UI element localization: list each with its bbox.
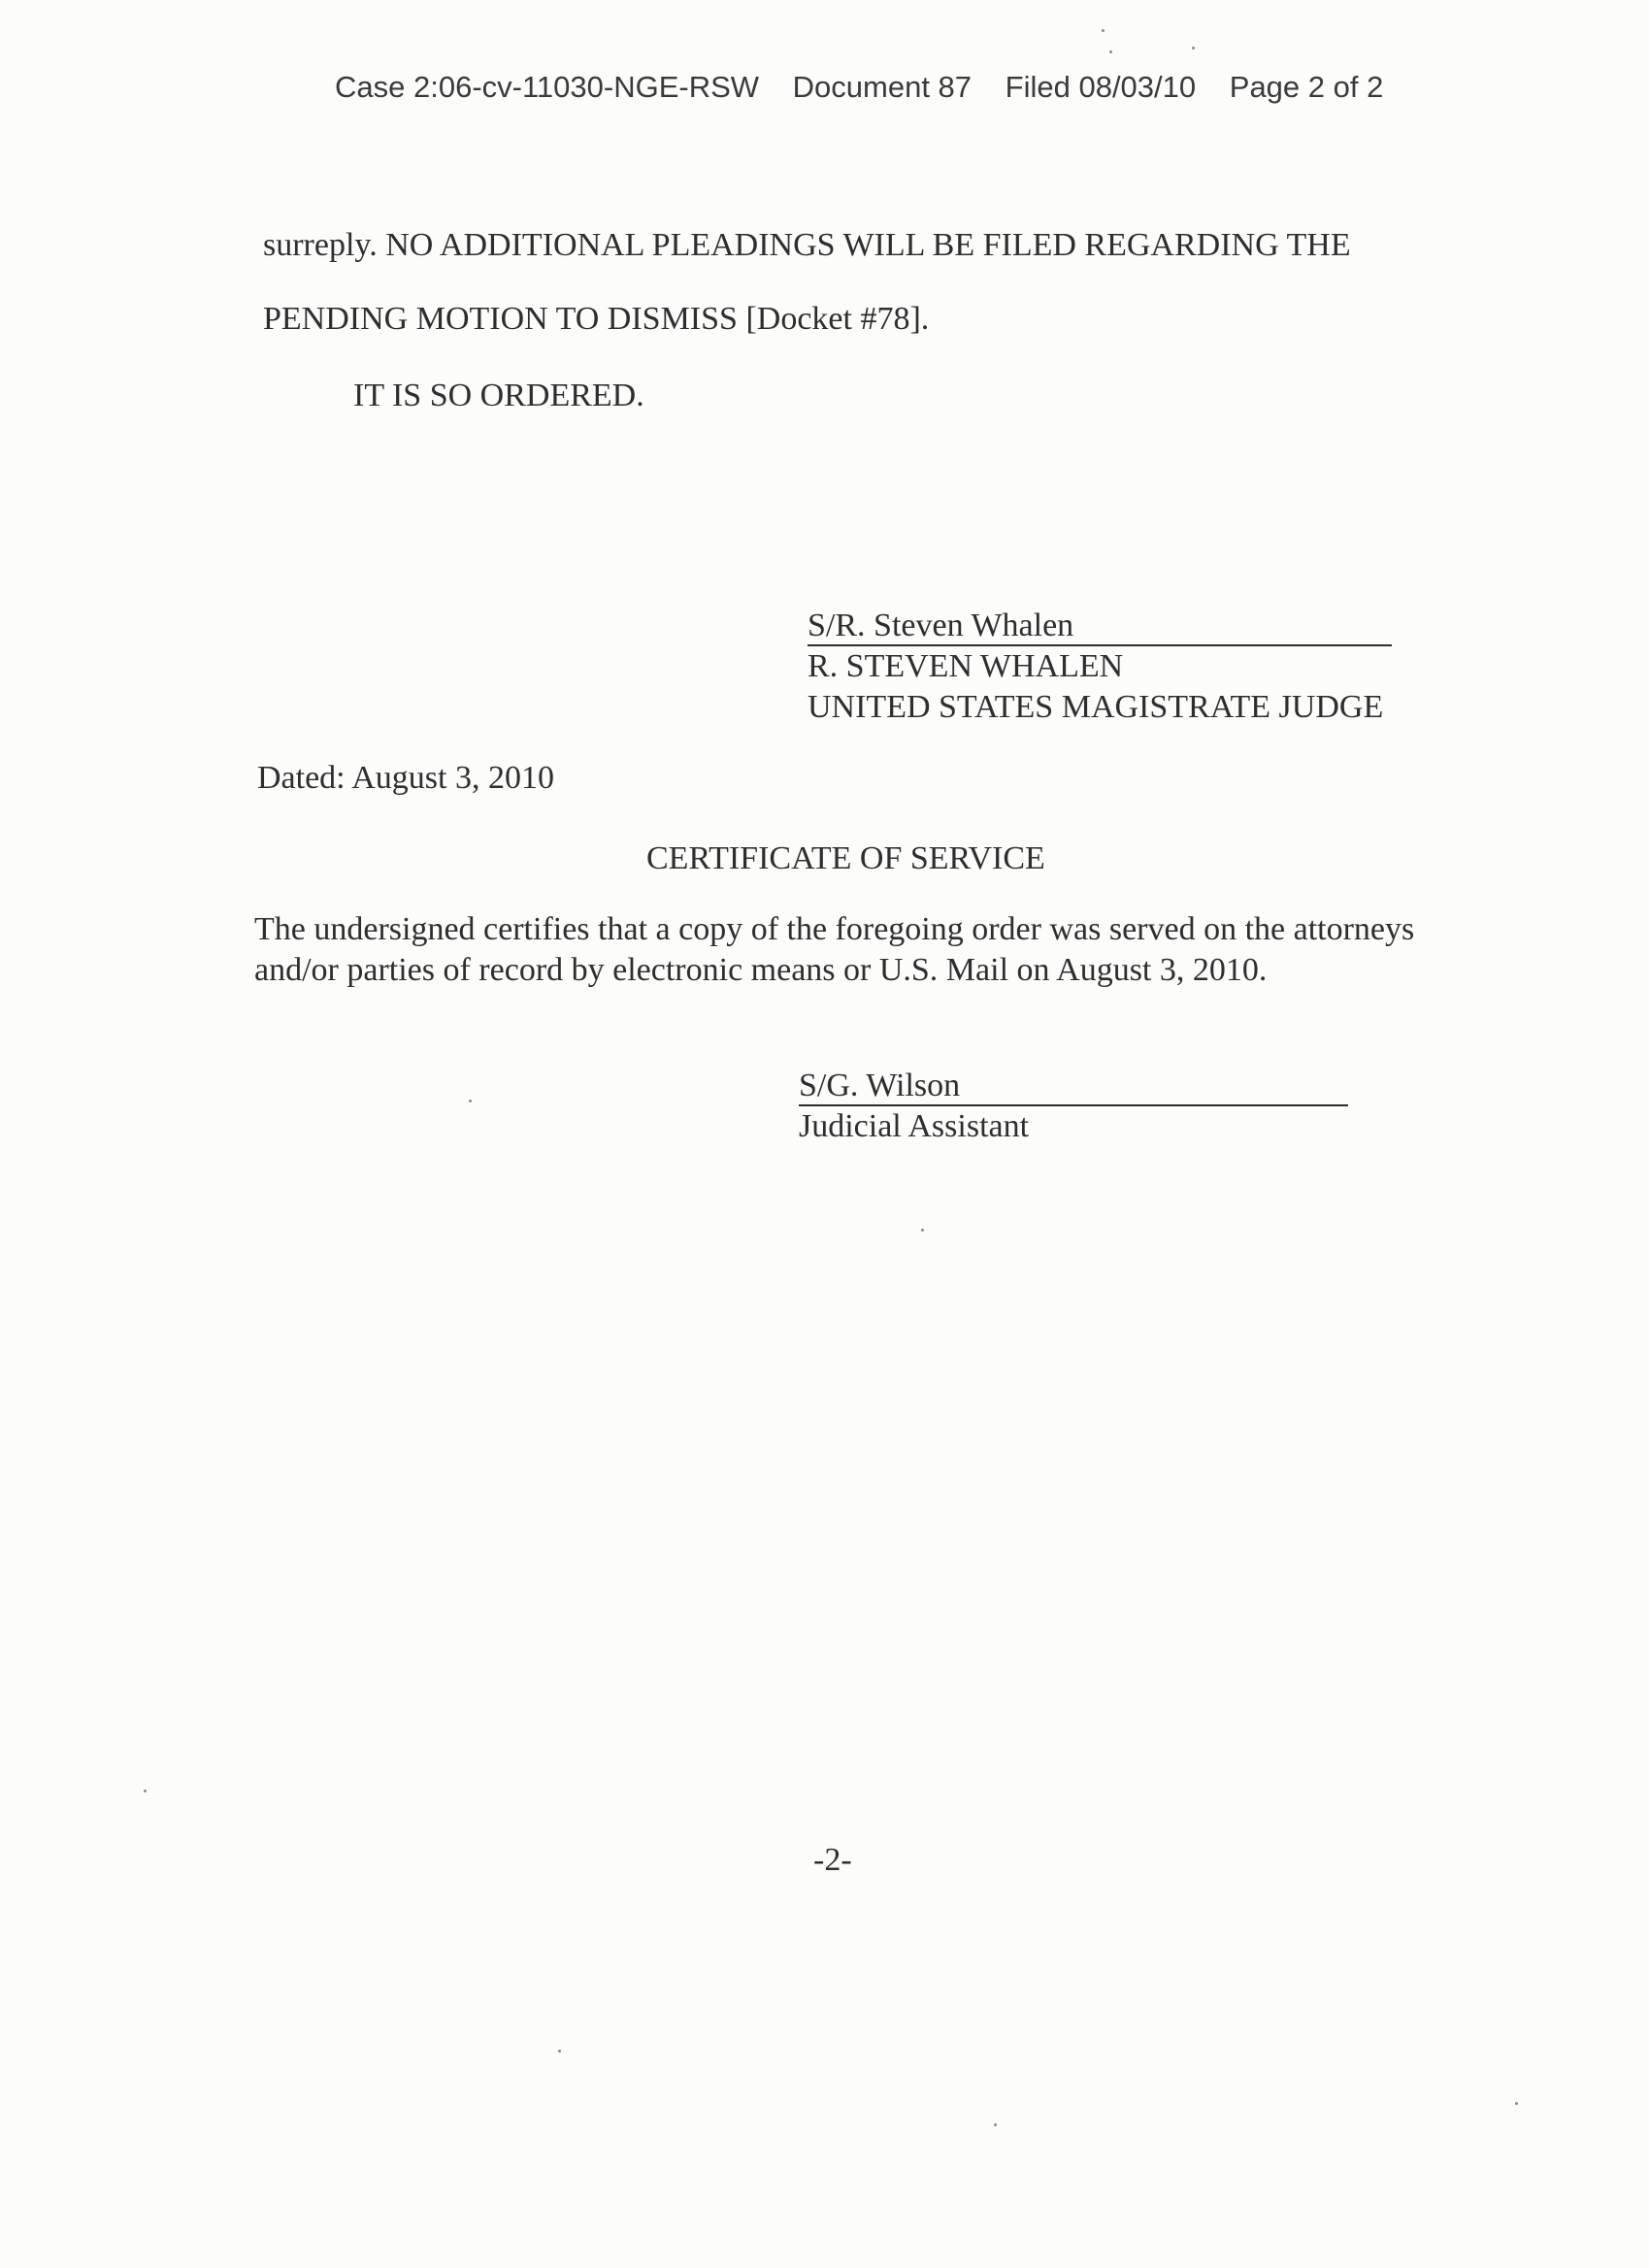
- scan-speck: [1515, 2102, 1518, 2105]
- assistant-signature: S/G. Wilson: [799, 1068, 1348, 1106]
- case-number: Case 2:06-cv-11030-NGE-RSW: [335, 70, 760, 104]
- dated-line: Dated: August 3, 2010: [257, 760, 554, 796]
- scan-speck: [144, 1790, 147, 1792]
- certificate-body: [254, 909, 1419, 991]
- certificate-line-1: The undersigned certifies that a copy of the foregoing order was served on the attorneys: [254, 911, 1415, 947]
- judge-name: R. STEVEN WHALEN: [808, 648, 1124, 684]
- scan-speck: [1102, 29, 1105, 32]
- scan-speck: [558, 2050, 561, 2053]
- page-indicator: Page 2 of 2: [1229, 70, 1384, 104]
- body-line-1: surreply. NO ADDITIONAL PLEADINGS WILL BE FILED REGARDING THE: [263, 227, 1351, 263]
- scan-speck: [921, 1229, 924, 1232]
- page-number: -2-: [813, 1842, 852, 1878]
- order-statement: IT IS SO ORDERED.: [353, 378, 644, 413]
- scan-speck: [1192, 47, 1195, 49]
- judge-title: UNITED STATES MAGISTRATE JUDGE: [808, 689, 1384, 725]
- body-line-2: PENDING MOTION TO DISMISS [Docket #78].: [263, 301, 930, 337]
- case-header: [335, 70, 1383, 105]
- scan-speck: [469, 1100, 472, 1102]
- scan-speck: [1109, 50, 1112, 53]
- judge-signature-block: [808, 608, 1392, 728]
- judge-signature: S/R. Steven Whalen: [808, 608, 1392, 646]
- filed-date: Filed 08/03/10: [1005, 70, 1197, 104]
- assistant-signature-block: [799, 1068, 1348, 1147]
- assistant-title: Judicial Assistant: [799, 1108, 1030, 1144]
- certificate-heading: CERTIFICATE OF SERVICE: [646, 840, 1045, 876]
- scan-speck: [994, 2123, 997, 2126]
- document-number: Document 87: [792, 70, 973, 104]
- certificate-line-2: and/or parties of record by electronic means or U.S. Mail on August 3, 2010.: [254, 952, 1268, 988]
